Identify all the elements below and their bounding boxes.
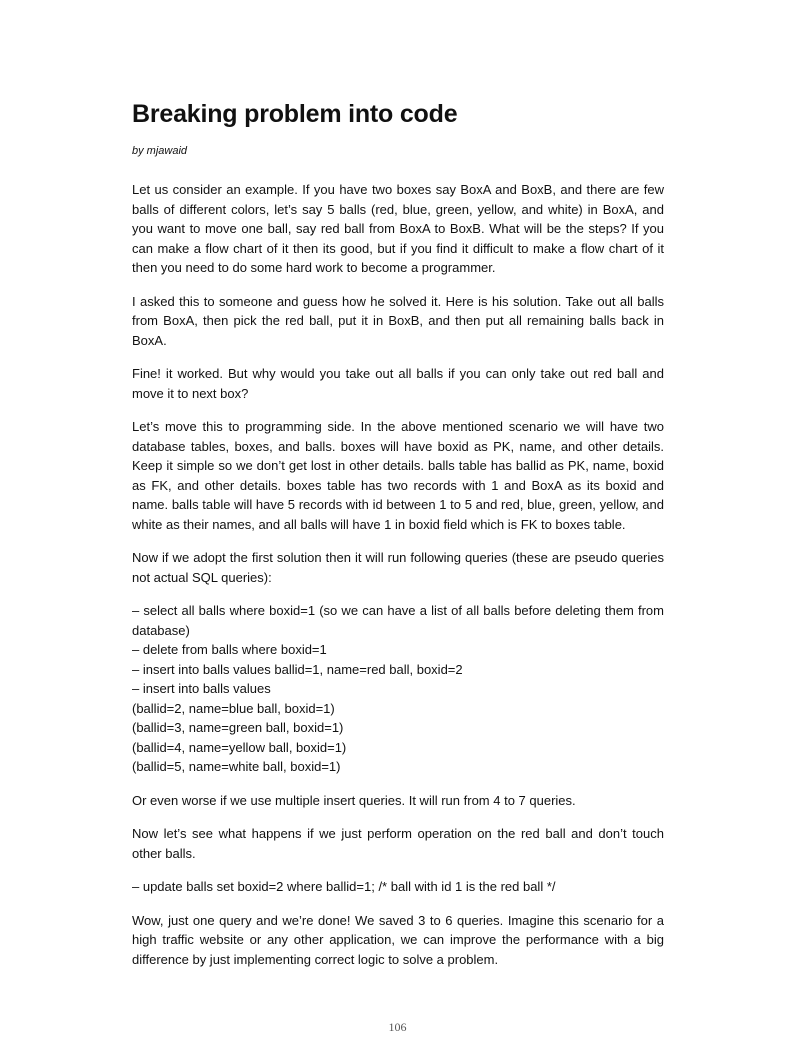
paragraph: Now let’s see what happens if we just perform operation on the red ball and don’t touch other balls.	[132, 826, 664, 861]
paragraph: Or even worse if we use multiple insert queries. It will run from 4 to 7 queries.	[132, 792, 576, 808]
paragraph: Let’s move this to programming side. In the above mentioned scenario we will have two database tables, boxes, and balls. boxes will have boxid as PK, name, and other details. Keep it simple so we don’t get lost in other details. balls table has ballid as PK, name, boxid as FK, and other details. boxes table has two records with 1 and BoxA as its boxid and name. balls table will have 5 records with id between 1 to 5 and red, blue, green, yellow, and white as their names, and all balls will have 1 in boxid field which is FK to boxes table.	[132, 419, 664, 532]
query-line: – insert into balls values ballid=1, name=red ball, boxid=2	[132, 661, 463, 677]
paragraph: Now if we adopt the first solution then it will run following queries (these are pseudo queries not actual SQL queries):	[132, 550, 664, 585]
query-line: – delete from balls where boxid=1	[132, 642, 327, 657]
paragraph: Fine! it worked. But why would you take out all balls if you can only take out red ball and move it to next box?	[132, 366, 664, 401]
article-title: Breaking problem into code	[132, 100, 458, 128]
page-number: 106	[388, 1020, 407, 1034]
query-line: – update balls set boxid=2 where ballid=1; /* ball with id 1 is the red ball */	[132, 879, 556, 894]
article	[132, 96, 664, 983]
author-byline: by mjawaid	[132, 145, 188, 157]
query-line: (ballid=5, name=white ball, boxid=1)	[132, 759, 341, 774]
paragraph: I asked this to someone and guess how he solved it. Here is his solution. Take out all balls from BoxA, then pick the red ball, put it in BoxB, and then put all remaining balls back in BoxA.	[132, 293, 664, 348]
query-line: (ballid=3, name=green ball, boxid=1)	[132, 720, 344, 735]
query-list	[132, 601, 664, 777]
query-line: – select all balls where boxid=1 (so we can have a list of all balls before deleting them from database)	[132, 603, 664, 638]
query-line: (ballid=4, name=yellow ball, boxid=1)	[132, 739, 347, 755]
paragraph: Wow, just one query and we’re done! We saved 3 to 6 queries. Imagine this scenario for a high traffic website or any other application, we can improve the performance with a big difference by just implementing correct logic to solve a problem.	[132, 912, 664, 967]
paragraph: Let us consider an example. If you have two boxes say BoxA and BoxB, and there are few balls of different colors, let’s say 5 balls (red, blue, green, yellow, and white) in BoxA, and you want to move one ball, say red ball from BoxA to BoxB. What will be the steps? If you can make a flow chart of it then its good, but if you find it difficult to make a flow chart of it then you need to do some hard work to become a programmer.	[132, 182, 664, 275]
query-line: (ballid=2, name=blue ball, boxid=1)	[132, 700, 335, 716]
query-line: – insert into balls values	[132, 681, 271, 696]
